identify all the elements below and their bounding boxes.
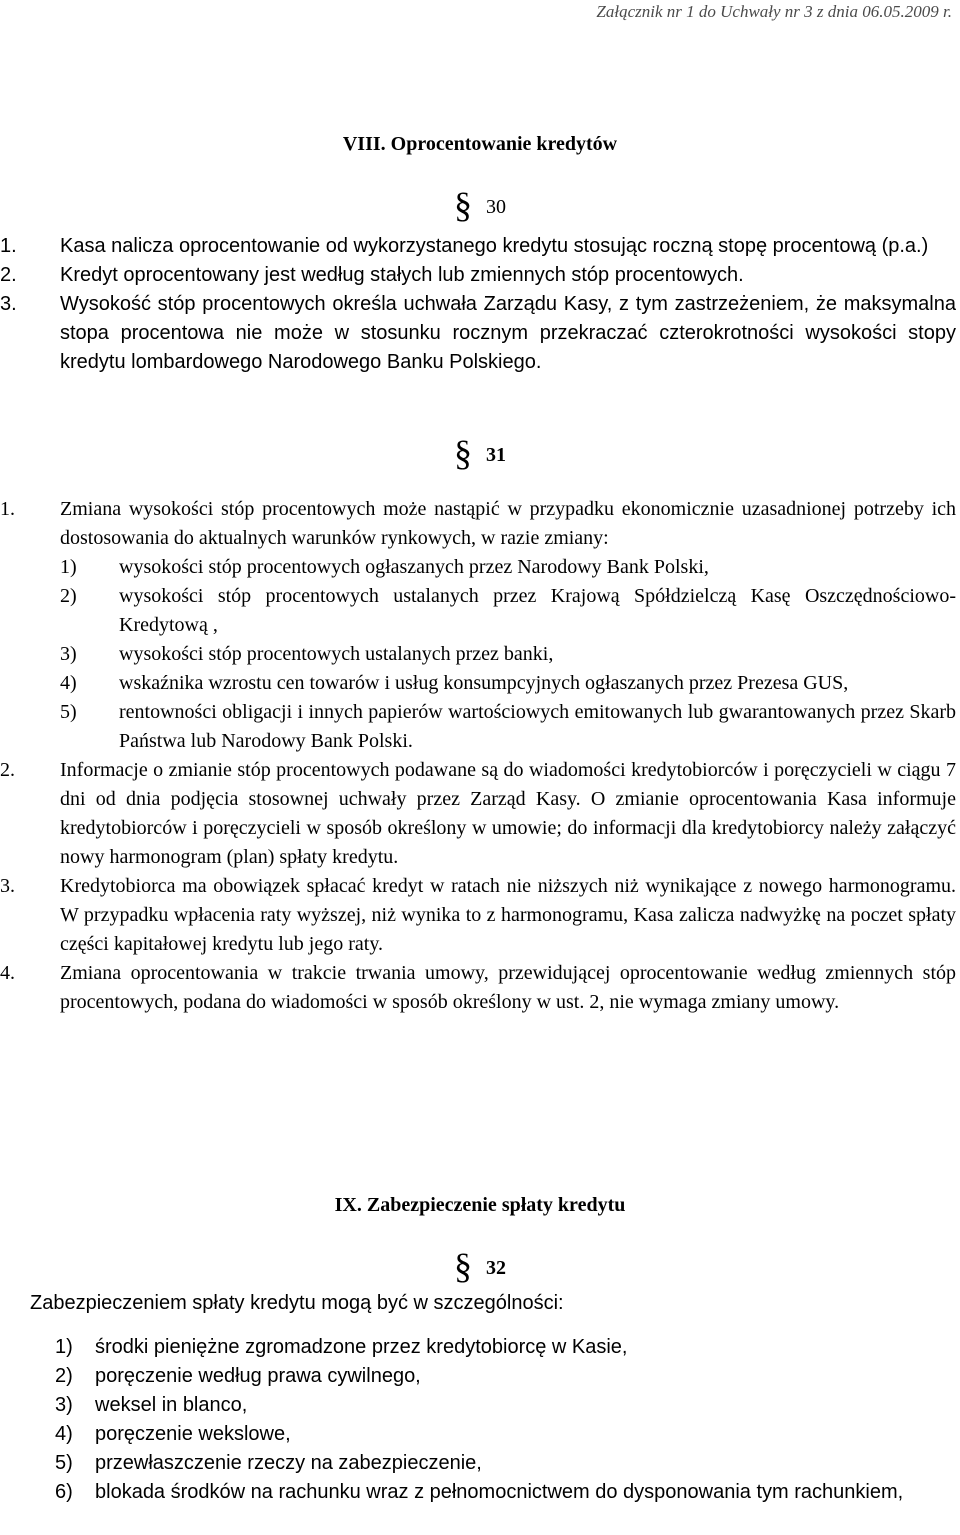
list-item bbox=[0, 495, 956, 553]
paragraph-32-intro: Zabezpieczeniem spłaty kredytu mogą być w szczególności: bbox=[30, 1292, 564, 1314]
list-item bbox=[0, 1420, 956, 1449]
item-text: Kasa nalicza oprocentowanie od wykorzystanego kredytu stosując roczną stopę procentową (p.a.) bbox=[60, 235, 929, 257]
item-text: Zmiana oprocentowania w trakcie trwania umowy, przewidującej oprocentowanie według zmiennych stóp procentowych, podana do wiadomości w sposób określony w ust. 2, nie wymaga zmiany umowy. bbox=[60, 962, 956, 1013]
list-item bbox=[0, 1391, 956, 1420]
sub-list-item bbox=[0, 669, 956, 698]
item-text: Zmiana wysokości stóp procentowych może nastąpić w przypadku ekonomicznie uzasadnionej potrzeby ich dostosowania do aktualnych warunków rynkowych, w razie zmiany: bbox=[60, 498, 956, 549]
item-number: 1) bbox=[60, 556, 77, 578]
item-number: 3. bbox=[0, 875, 15, 897]
item-text: środki pieniężne zgromadzone przez kredytobiorcę w Kasie, bbox=[95, 1336, 628, 1358]
list-item bbox=[0, 290, 956, 377]
paragraph-30-heading bbox=[0, 184, 960, 226]
item-text: rentowności obligacji i innych papierów wartościowych emitowanych lub gwarantowanych przez Skarb Państwa lub Narodowy Bank Polski. bbox=[119, 701, 956, 752]
item-text: Informacje o zmianie stóp procentowych podawane są do wiadomości kredytobiorców i poręczycieli w ciągu 7 dni od dnia podjęcia stosownej uchwały przez Zarząd Kasy. O zmianie oprocentowania Kasa informuje kredytobiorców i poręczycieli w sposób określony w umowie; do informacji dla kredytobiorcy należy załączyć nowy harmonogram (plan) spłaty kredytu. bbox=[60, 759, 956, 868]
item-number: 1) bbox=[55, 1336, 73, 1358]
item-number: 2. bbox=[0, 264, 17, 286]
item-number: 2) bbox=[60, 585, 77, 607]
paragraph-32-list bbox=[0, 1333, 956, 1507]
section-8-title: VIII. Oprocentowanie kredytów bbox=[342, 133, 618, 155]
sub-list-item bbox=[0, 553, 956, 582]
item-number: 5) bbox=[60, 701, 77, 723]
item-number: 1. bbox=[0, 235, 17, 257]
document-header: Załącznik nr 1 do Uchwały nr 3 z dnia 06.05.2009 r. bbox=[596, 2, 952, 21]
sub-list-item bbox=[0, 582, 956, 640]
item-text: Kredytobiorca ma obowiązek spłacać kredyt w ratach nie niższych niż wynikające z nowego harmonogramu. W przypadku wpłacenia raty wyższej, niż wynika to z harmonogramu, Kasa zalicza nadwyżkę na poczet spłaty części kapitałowej kredytu lub jego raty. bbox=[60, 875, 956, 955]
item-text: wysokości stóp procentowych ustalanych przez Krajową Spółdzielczą Kasę Oszczędnościowo-Kredytową , bbox=[119, 585, 956, 636]
list-item bbox=[0, 1449, 956, 1478]
paragraph-31-body bbox=[0, 495, 956, 1017]
list-item bbox=[0, 1333, 956, 1362]
item-number: 3) bbox=[60, 643, 77, 665]
item-number: 2. bbox=[0, 759, 15, 781]
item-number: 4) bbox=[55, 1423, 73, 1445]
list-item bbox=[0, 1362, 956, 1391]
paragraph-number: 31 bbox=[486, 444, 506, 466]
item-text: poręczenie według prawa cywilnego, bbox=[95, 1365, 421, 1387]
paragraph-31-heading bbox=[0, 432, 960, 474]
list-item bbox=[0, 872, 956, 959]
item-text: Wysokość stóp procentowych określa uchwała Zarządu Kasy, z tym zastrzeżeniem, że maksymalna stopa procentowa nie może w stosunku rocznym przekraczać czterokrotności wysokości stopy kredytu lombardowego Narodowego Banku Polskiego. bbox=[60, 293, 956, 373]
section-sign-icon: § bbox=[454, 1246, 472, 1286]
item-text: blokada środków na rachunku wraz z pełnomocnictwem do dysponowania tym rachunkiem, bbox=[95, 1481, 904, 1503]
item-text: wskaźnika wzrostu cen towarów i usług konsumpcyjnych ogłaszanych przez Prezesa GUS, bbox=[119, 672, 849, 694]
paragraph-32-heading bbox=[0, 1245, 960, 1287]
section-9-title: IX. Zabezpieczenie spłaty kredytu bbox=[334, 1194, 626, 1216]
item-number: 4) bbox=[60, 672, 77, 694]
list-item bbox=[0, 261, 956, 290]
item-text: przewłaszczenie rzeczy na zabezpieczenie, bbox=[95, 1452, 482, 1474]
item-text: weksel in blanco, bbox=[95, 1394, 248, 1416]
sub-list-item bbox=[0, 698, 956, 756]
list-item bbox=[0, 959, 956, 1017]
item-number: 3. bbox=[0, 293, 17, 315]
item-text: wysokości stóp procentowych ustalanych przez banki, bbox=[119, 643, 554, 665]
item-text: Kredyt oprocentowany jest według stałych lub zmiennych stóp procentowych. bbox=[60, 264, 744, 286]
section-sign-icon: § bbox=[454, 185, 472, 225]
item-number: 5) bbox=[55, 1452, 73, 1474]
list-item bbox=[0, 1478, 956, 1507]
list-item bbox=[0, 232, 956, 261]
item-number: 2) bbox=[55, 1365, 73, 1387]
item-number: 4. bbox=[0, 962, 15, 984]
paragraph-number: 32 bbox=[486, 1257, 506, 1279]
section-sign-icon: § bbox=[454, 433, 472, 473]
paragraph-30-body bbox=[0, 232, 956, 377]
list-item bbox=[0, 756, 956, 872]
item-text: poręczenie wekslowe, bbox=[95, 1423, 291, 1445]
sub-list-item bbox=[0, 640, 956, 669]
item-text: wysokości stóp procentowych ogłaszanych przez Narodowy Bank Polski, bbox=[119, 556, 709, 578]
paragraph-number: 30 bbox=[486, 196, 506, 218]
item-number: 1. bbox=[0, 498, 15, 520]
item-number: 6) bbox=[55, 1481, 73, 1503]
item-number: 3) bbox=[55, 1394, 73, 1416]
